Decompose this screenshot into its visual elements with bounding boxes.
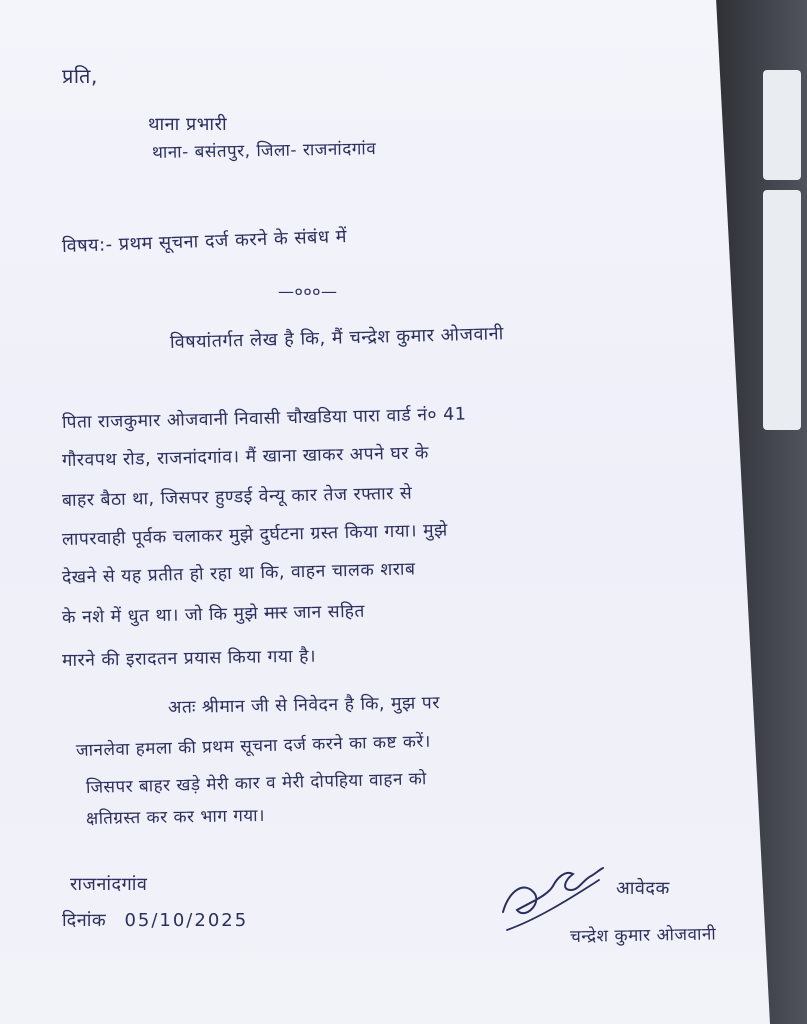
body-line2: पिता राजकुमार ओजवानी निवासी चौखडिया पारा वार्ड नं० 41 — [61, 404, 467, 433]
divider: —०००— — [278, 282, 338, 301]
date-value: 05/10/2025 — [124, 910, 249, 931]
newspaper-block — [763, 70, 801, 180]
body-line11: जिसपर बाहर खड़े मेरी कार व मेरी दोपहिया वाहन को — [85, 769, 427, 798]
body-line3: गौरवपथ रोड, राजनांदगांव। मैं खाना खाकर अपने घर के — [61, 443, 430, 471]
applicant-label: आवेदक — [616, 878, 670, 899]
date-line — [62, 908, 248, 932]
body-line1: विषयांतर्गत लेख है कि, मैं चन्द्रेश कुमार ओजवानी — [169, 323, 505, 353]
body-line9: अतः श्रीमान जी से निवेदन है कि, मुझ पर — [167, 693, 441, 718]
applicant-name: चन्द्रेश कुमार ओजवानी — [569, 924, 717, 947]
body-line4: बाहर बैठा था, जिसपर हुण्डई वेन्यू कार तेज रफ्तार से — [61, 483, 413, 511]
body-line7-part1: के नशे में धुत था। जो कि मुझे — [61, 603, 259, 628]
body-line12: क्षतिग्रस्त कर कर भाग गया। — [85, 805, 266, 829]
body-line5: लापरवाही पूर्वक चलाकर मुझे दुर्घटना ग्रस्त किया गया। मुझे — [61, 520, 449, 550]
place: राजनांदगांव — [70, 874, 148, 895]
subject-line: विषय:- प्रथम सूचना दर्ज करने के संबंध में — [61, 226, 348, 257]
body-line7-part2: जान सहित — [293, 601, 366, 624]
salutation: प्रति, — [62, 64, 98, 88]
body-line8: मारने की इरादतन प्रयास किया गया है। — [61, 646, 317, 671]
body-line6: देखने से यह प्रतीत हो रहा था कि, वाहन चालक शराब — [61, 559, 416, 588]
struck-word: मार — [264, 603, 288, 624]
date-label: दिनांक — [62, 910, 107, 931]
recipient-line2: थाना- बसंतपुर, जिला- राजनांदगांव — [151, 139, 377, 163]
newspaper-block — [763, 190, 801, 430]
body-line10: जानलेवा हमला की प्रथम सूचना दर्ज करने का कष्ट करें। — [75, 731, 432, 761]
recipient-line1: थाना प्रभारी — [148, 114, 228, 135]
